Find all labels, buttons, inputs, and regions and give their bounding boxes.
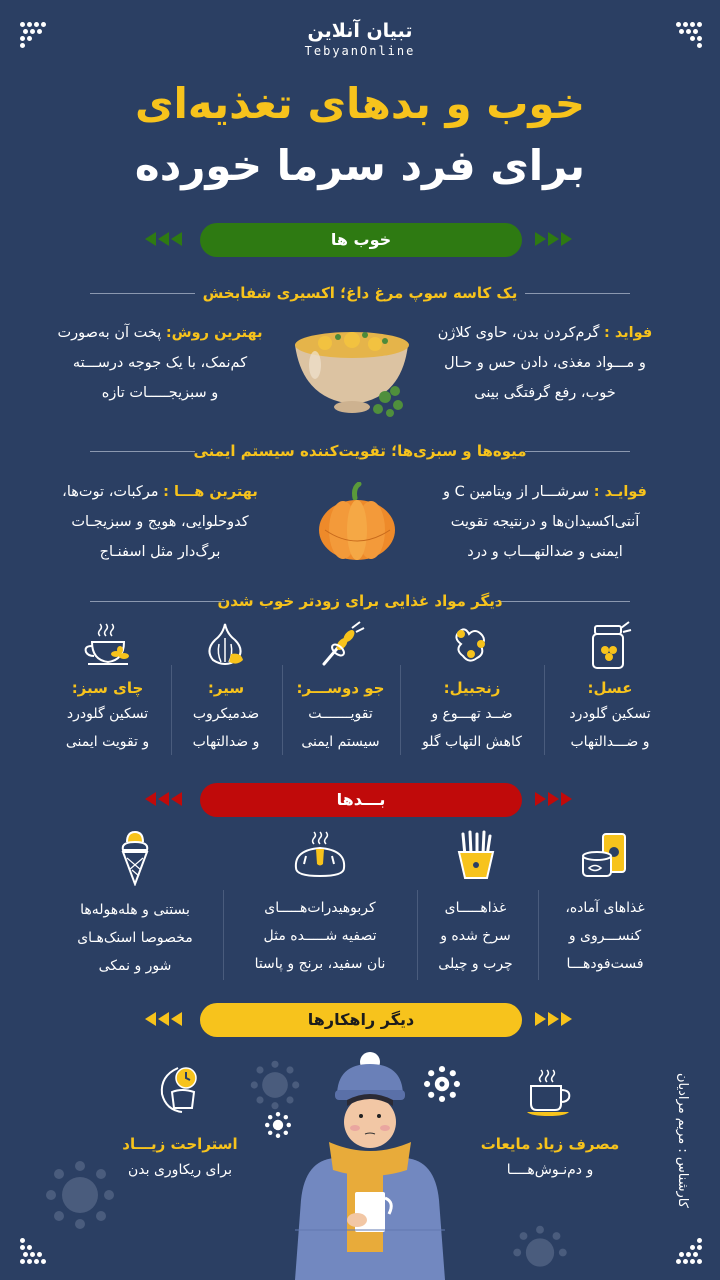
- arrows-left-icon: [145, 232, 182, 248]
- food-item-green-tea: چای سبز: تسکین گلودرد و تقویت ایمنی: [45, 620, 170, 756]
- other-pill: دیگر راهکارها: [200, 1003, 522, 1037]
- canned-food-icon: [579, 830, 631, 882]
- section-other-header: [0, 1003, 720, 1039]
- honey-jar-icon: [585, 620, 635, 670]
- garlic-icon: [201, 620, 251, 670]
- pumpkin-icon: [315, 482, 400, 564]
- bad-pill: بـــدها: [200, 783, 522, 817]
- soup-benefits: فواید : گرم‌کردن بدن، حاوی کلاژن و مـــواد مغذی، دادن حس و حـال خوب، رفع گرفتگی بینی: [437, 325, 653, 401]
- divider: [223, 890, 224, 980]
- arrows-left-icon: [145, 792, 182, 808]
- soup-heading: یک کاسه سوپ مرغ داغ؛ اکسیری شفابخش: [0, 280, 720, 306]
- soup-bowl-icon: [290, 325, 415, 420]
- food-item-honey: عسل: تسکین گلودرد و ضـــدالتهاب: [545, 620, 675, 756]
- bad-item-canned-food: غذاهای آماده، کنســـروی و فست‌فودهـــا: [535, 830, 675, 978]
- green-tea-icon: [80, 620, 136, 670]
- sleep-moon-clock-icon: [152, 1062, 208, 1118]
- divider: [282, 665, 283, 755]
- page-title-line1: خوب و بدهای تغذیه‌ای: [134, 79, 586, 128]
- ginger-icon: [447, 620, 497, 670]
- bread-icon: [290, 830, 350, 882]
- corner-logo-bottom-left: [20, 1238, 46, 1264]
- virus-decoration-icon: [510, 1225, 570, 1280]
- tip-fluids: مصرف زیاد مایعات و دم‌نـوش‌هــــا: [470, 1068, 630, 1184]
- oat-icon: [316, 620, 366, 670]
- divider: [538, 890, 539, 980]
- other-foods-heading: دیگر مواد غذایی برای زودتر خوب شدن: [0, 588, 720, 614]
- tip-rest: استراحت زیـــاد برای ریکاوری بدن: [95, 1062, 265, 1184]
- ice-cream-icon: [115, 830, 155, 886]
- brand-logo: [0, 20, 720, 58]
- food-item-ginger: زنجبیل: ضــد تهـــوع و کاهش التهاب گلو: [402, 620, 542, 756]
- arrows-right-icon: [535, 232, 572, 248]
- bad-item-refined-carbs: کربوهیدرات‌هـــــای تصفیه شـــــده مثل نان سفید، برنج و پاستا: [225, 830, 415, 978]
- arrows-right-icon: [535, 792, 572, 808]
- fries-icon: [453, 830, 499, 882]
- good-pill: خوب ها: [200, 223, 522, 257]
- bad-item-fried-food: غذاهـــــای سرخ شده و چرب و چیلی: [418, 830, 533, 978]
- divider: [544, 665, 545, 755]
- arrows-left-icon: [145, 1012, 182, 1028]
- food-item-garlic: سیر: ضدمیکروب و ضدالتهاب: [172, 620, 280, 756]
- tea-cup-icon: [525, 1068, 575, 1118]
- soup-best-method: بهترین روش: پخت آن به‌صورت کم‌نمک، با یک جوجه درســـته و سبزیجـــــات تازه: [57, 325, 263, 401]
- section-good-header: [0, 223, 720, 259]
- divider: [400, 665, 401, 755]
- author-credit: کارشناس : مریم مرادیان: [675, 1072, 690, 1208]
- bad-item-snacks: بستنی و هله‌هوله‌ها مخصوصا اسنک‌هـای شور و نمکی: [55, 830, 215, 980]
- brand-name-fa: تبیان آنلاین: [307, 20, 413, 42]
- divider: [171, 665, 172, 755]
- food-item-oat: جو دوســـر: تقویـــــــت سیستم ایمنی: [283, 620, 398, 756]
- fruits-benefits: فوایـد : سرشـــار از ویتامین C و آنتی‌اکسیدان‌ها و درنتیجه تقویت ایمنی و ضدالتهـــاب و درد: [443, 484, 647, 560]
- snowflake-virus-icon: [265, 1112, 291, 1138]
- fruits-heading: میوه‌ها و سبزی‌ها؛ تقویت‌کننده سیستم ایمنی: [0, 438, 720, 464]
- page-title-line2: برای فرد سرما خورده: [134, 141, 586, 190]
- sick-person-illustration: [295, 1050, 445, 1280]
- brand-name-en: TebyanOnline: [304, 44, 416, 58]
- corner-logo-bottom-right: [676, 1238, 702, 1264]
- divider: [417, 890, 418, 980]
- arrows-right-icon: [535, 1012, 572, 1028]
- section-bad-header: [0, 783, 720, 819]
- fruits-best: بهترین هـــا : مرکبات، توت‌ها، کدوحلوایی، هویج و سبزیجـات برگ‌دار مثل اسفنـاج: [62, 484, 258, 560]
